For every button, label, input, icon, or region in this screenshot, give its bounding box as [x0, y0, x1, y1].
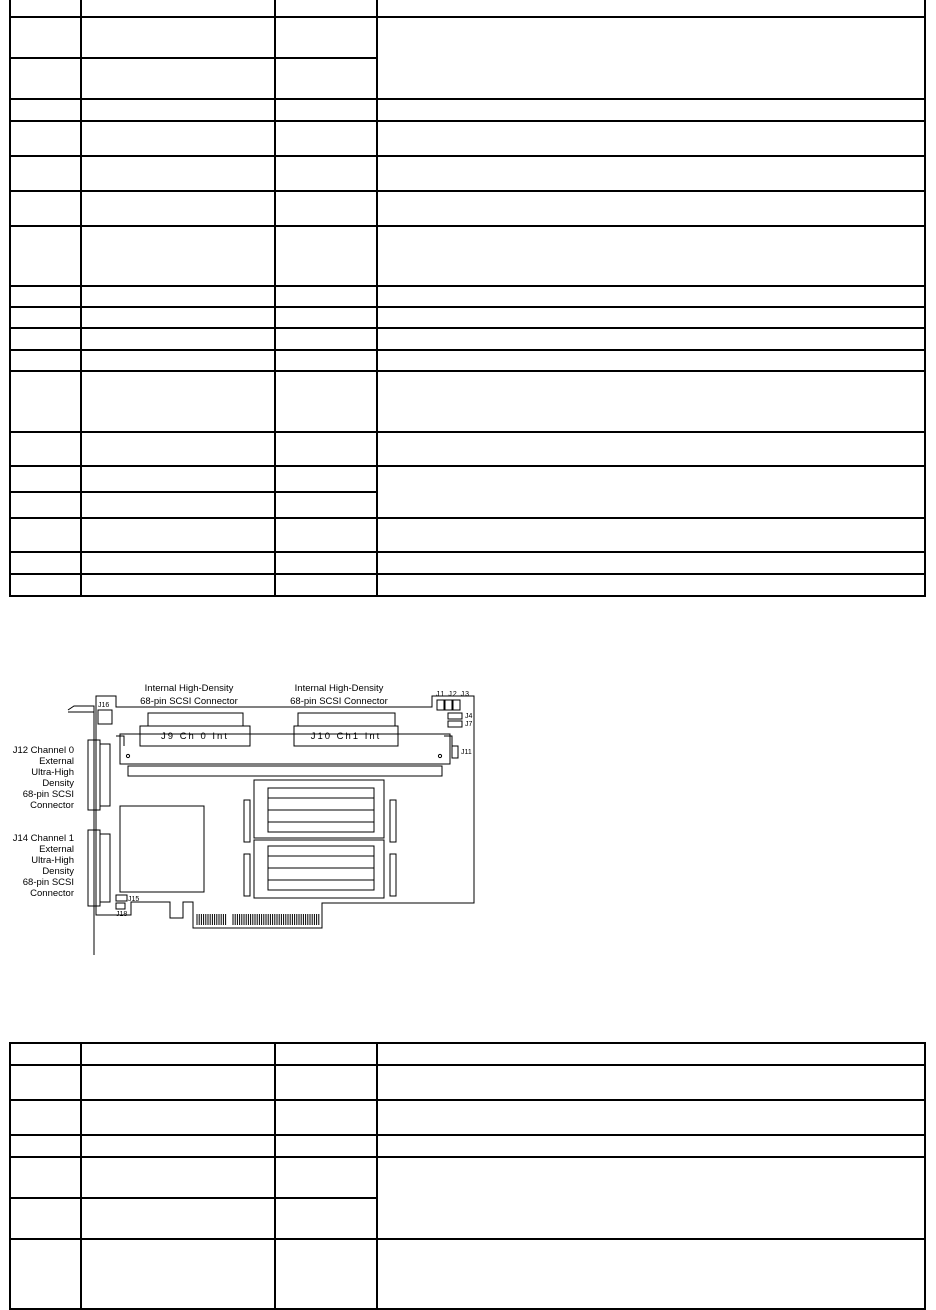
j16-jumper: [98, 710, 112, 724]
raid-controller-board-diagram: [0, 670, 490, 970]
channel1-label-line2: External: [39, 844, 74, 855]
j1-jumper: [437, 700, 444, 710]
board-outline: [96, 696, 474, 928]
table-row: [10, 17, 925, 58]
j16-label: J16: [98, 702, 110, 709]
top-table: [9, 0, 926, 597]
table-row: [10, 1239, 925, 1309]
j14-external-connector: [100, 834, 110, 902]
j18-jumper: [116, 903, 125, 909]
table-row: [10, 1065, 925, 1100]
table-row: [10, 99, 925, 121]
channel1-label-line6: Connector: [30, 888, 74, 899]
table-row: [10, 121, 925, 156]
table-row: [10, 328, 925, 350]
internal-connector-right-label-line1: Internal High-Density: [294, 683, 384, 694]
j2-jumper: [445, 700, 452, 710]
pci-edge-connector-short: [197, 914, 226, 925]
j4-jumper: [448, 713, 462, 719]
channel1-label-line4: Density: [42, 866, 74, 877]
j15-jumper: [116, 895, 127, 901]
j3-jumper: [453, 700, 460, 710]
j10-label: J10 Ch1 Int: [310, 731, 382, 742]
j15-label: J15: [128, 896, 140, 903]
internal-connector-left-label-line2: 68-pin SCSI Connector: [140, 696, 238, 707]
j7-label: J7: [465, 721, 473, 728]
table-row: [10, 1135, 925, 1157]
memory-holder-top: [254, 780, 384, 838]
processor-chip: [120, 806, 204, 892]
table-row: [10, 518, 925, 552]
j11-label: J11: [461, 749, 472, 756]
internal-connector-left-label-line1: Internal High-Density: [144, 683, 234, 694]
channel1-label-line1: J14 Channel 1: [12, 833, 74, 844]
table-header-row: [10, 1043, 925, 1065]
channel0-label-line2: External: [39, 756, 74, 767]
channel0-label-line6: Connector: [30, 800, 74, 811]
channel0-label-line3: Ultra-High: [31, 767, 74, 778]
channel0-label-line4: Density: [42, 778, 74, 789]
table-row: [10, 371, 925, 432]
table-row: [10, 432, 925, 466]
table-row: [10, 466, 925, 492]
bottom-table: [9, 1042, 926, 1310]
j7-jumper: [448, 721, 462, 727]
table-row: [10, 350, 925, 371]
table-row: [10, 574, 925, 596]
j1j2j3-label: J1 J2 J3: [436, 691, 471, 698]
j12-external-connector: [100, 744, 110, 806]
j9-connector-top: [148, 713, 243, 726]
memory-holder-bottom: [254, 840, 384, 898]
table-row: [10, 156, 925, 191]
dimm-module: [128, 766, 442, 776]
channel1-label-line3: Ultra-High: [31, 855, 74, 866]
pci-edge-connector-long: [233, 914, 319, 925]
table-header-row: [10, 0, 925, 17]
table-row: [10, 307, 925, 328]
table-row: [10, 1100, 925, 1135]
j4-label: J4: [465, 713, 473, 720]
table-row: [10, 286, 925, 307]
j11-jumper: [452, 746, 458, 758]
channel1-label-line5: 68-pin SCSI: [22, 877, 74, 888]
j10-connector-top: [298, 713, 395, 726]
table-row: [10, 552, 925, 574]
table-row: [10, 226, 925, 286]
channel0-label-line1: J12 Channel 0: [12, 745, 74, 756]
table-row: [10, 1157, 925, 1198]
table-row: [10, 191, 925, 226]
j18-label: J18: [116, 911, 128, 918]
channel0-label-line5: 68-pin SCSI: [22, 789, 74, 800]
internal-connector-right-label-line2: 68-pin SCSI Connector: [290, 696, 388, 707]
j9-label: J9 Ch 0 Int: [161, 731, 229, 742]
